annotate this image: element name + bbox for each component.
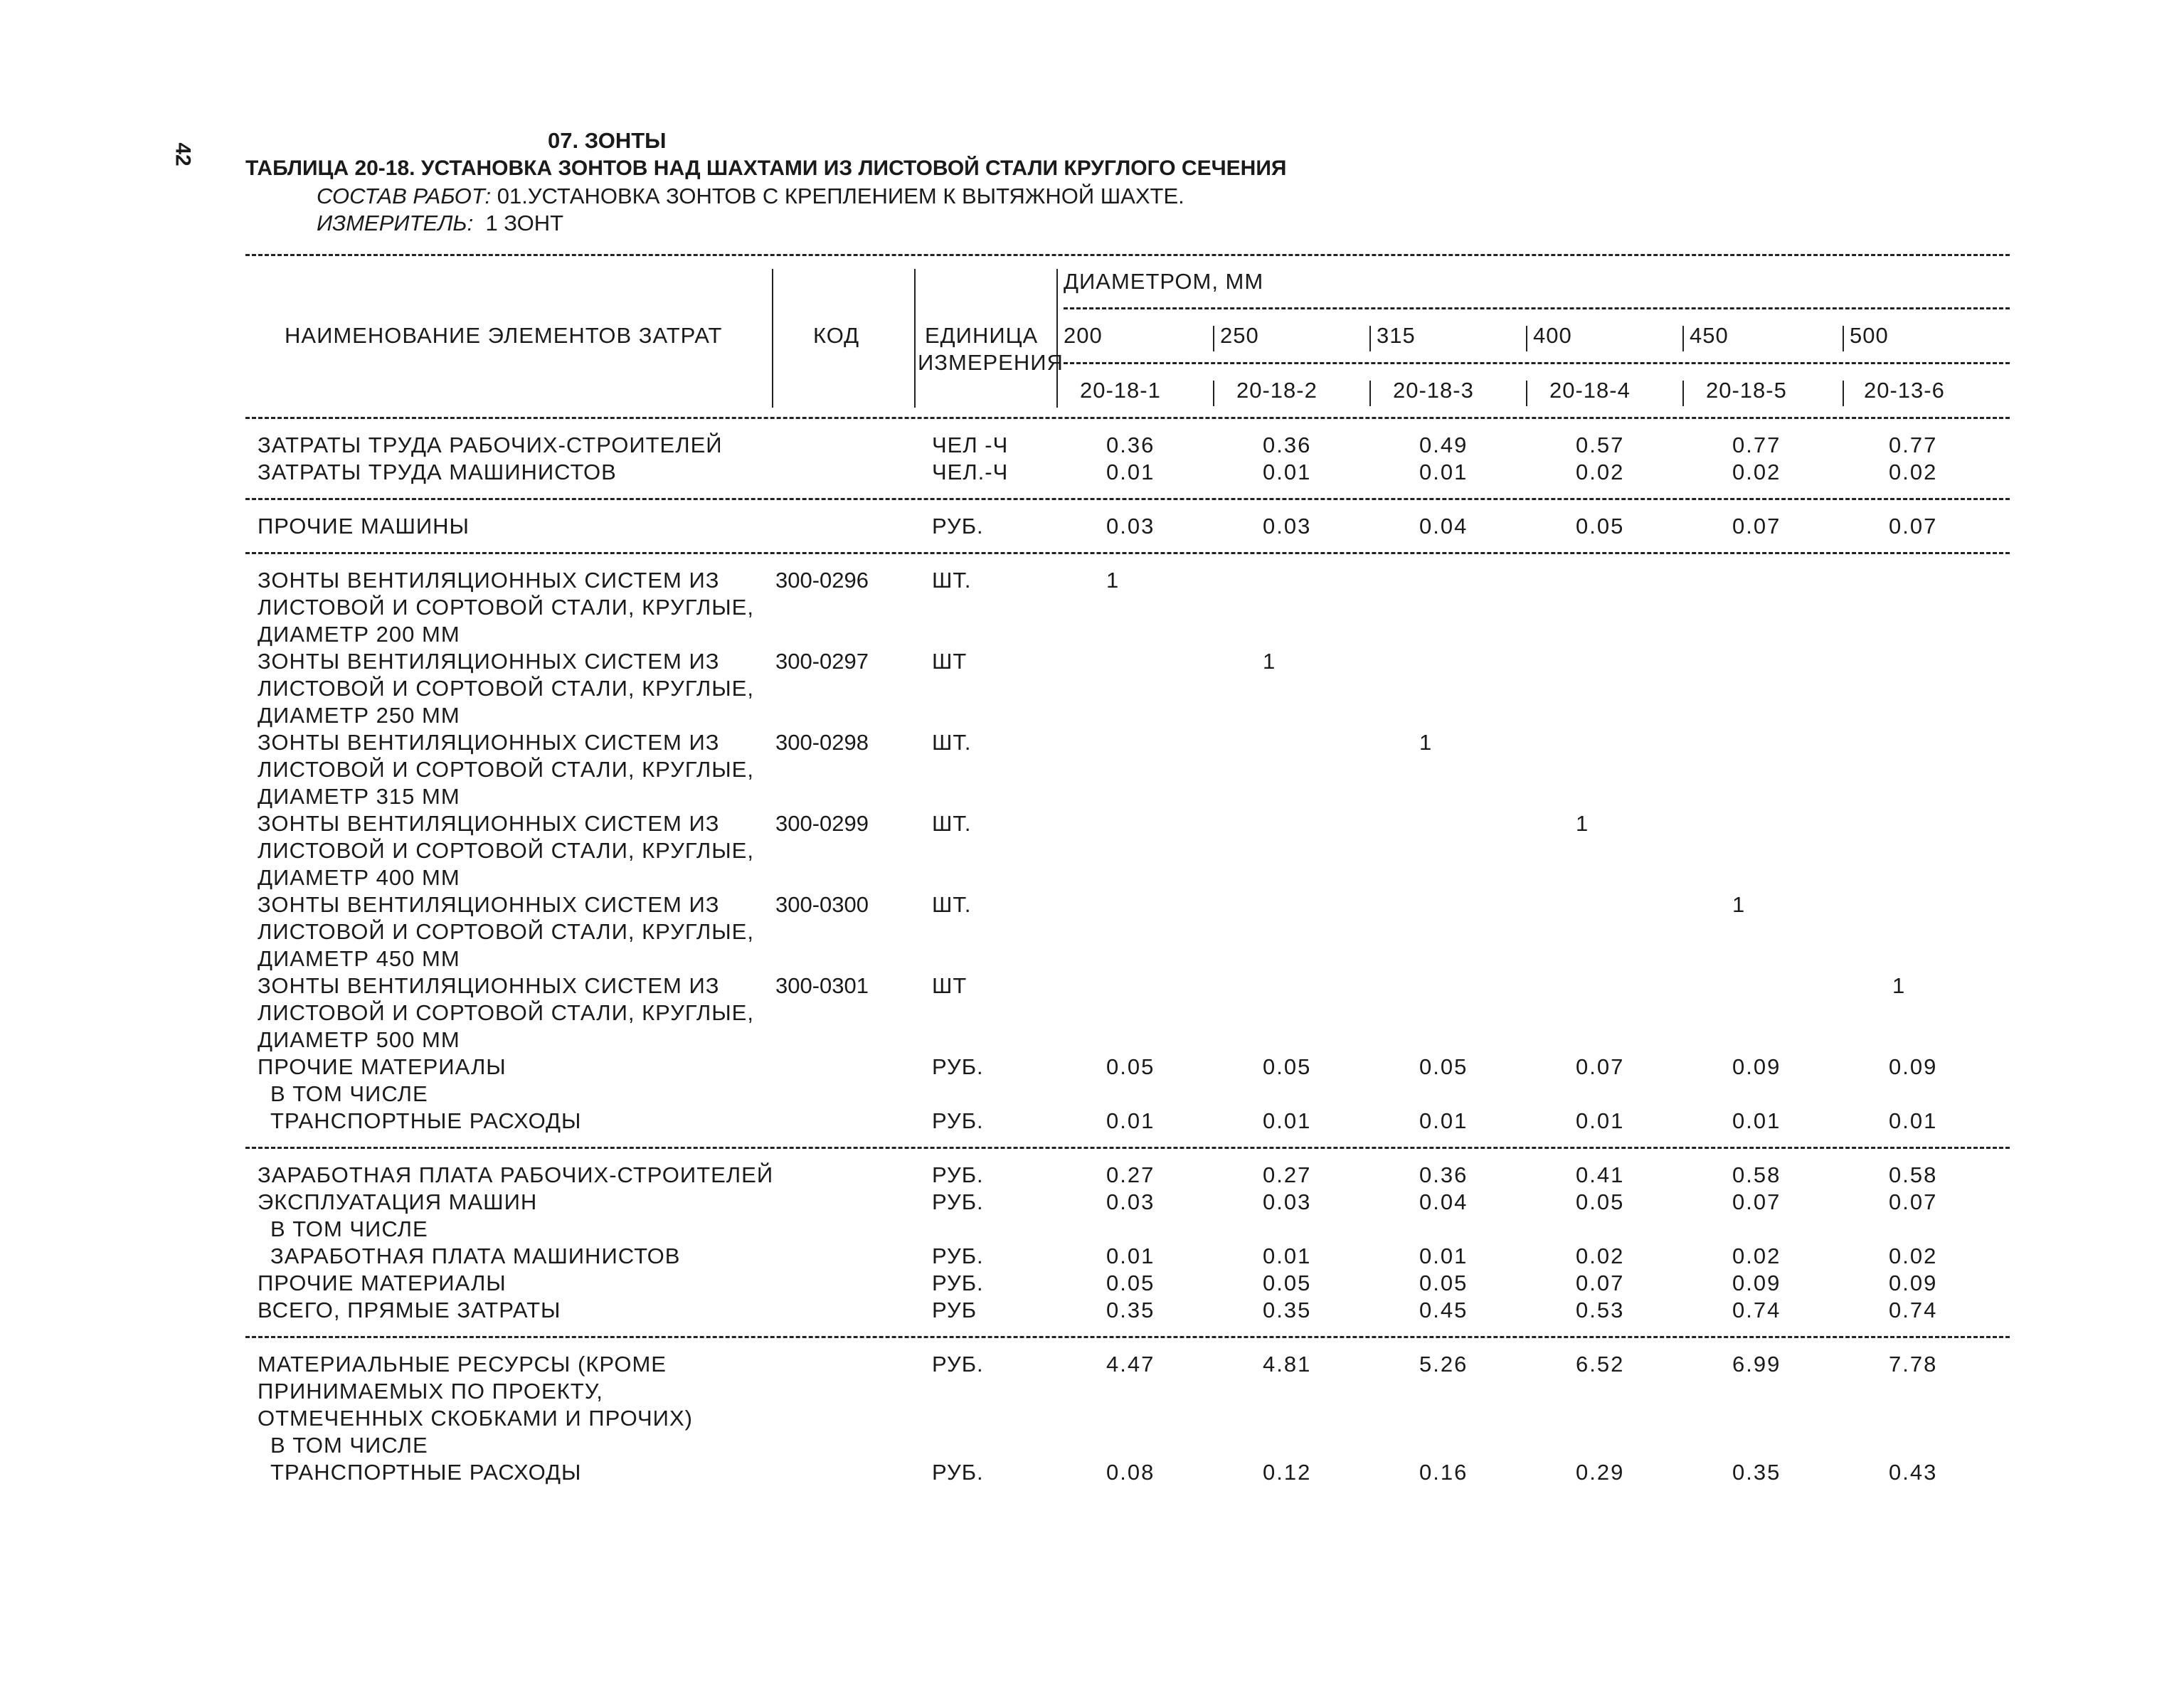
summary-other-materials-name: ПРОЧИЕ МАТЕРИАЛЫ (258, 1271, 507, 1295)
work-text: 01.УСТАНОВКА ЗОНТОВ С КРЕПЛЕНИЕМ К ВЫТЯЖНОЙ ШАХТЕ. (497, 184, 1184, 208)
summary-other-materials-v5: 0.09 (1732, 1271, 1781, 1295)
machines-name: ПРОЧИЕ МАШИНЫ (258, 514, 470, 539)
wage-v1: 0.27 (1106, 1162, 1155, 1187)
wage-v3: 0.36 (1419, 1162, 1468, 1187)
exploit-name: ЭКСПЛУАТАЦИЯ МАШИН (258, 1189, 538, 1214)
head-name: НАИМЕНОВАНИЕ ЭЛЕМЕНТОВ ЗАТРАТ (285, 323, 723, 348)
resources-transport-name: ТРАНСПОРТНЫЕ РАСХОДЫ (270, 1460, 582, 1485)
labor-workers-v6: 0.77 (1889, 433, 1938, 457)
wage-name: ЗАРАБОТНАЯ ПЛАТА РАБОЧИХ-СТРОИТЕЛЕЙ (258, 1162, 774, 1187)
wage-v5: 0.58 (1732, 1162, 1781, 1187)
code-sep-3 (1526, 381, 1527, 406)
material-line-2: ЛИСТОВОЙ И СОРТОВОЙ СТАЛИ, КРУГЛЫЕ, (258, 919, 754, 944)
summary-including-label: В ТОМ ЧИСЛЕ (270, 1216, 428, 1241)
other-materials-v4: 0.07 (1576, 1054, 1625, 1079)
code-20-18-4: 20-18-4 (1549, 378, 1631, 403)
summary-other-materials-v6: 0.09 (1889, 1271, 1938, 1295)
material-line-3: ДИАМЕТР 200 ММ (258, 622, 460, 647)
material-line-3: ДИАМЕТР 400 ММ (258, 865, 460, 890)
transport-unit: РУБ. (932, 1108, 984, 1133)
resources-including-label: В ТОМ ЧИСЛЕ (270, 1433, 428, 1458)
material-line-3: ДИАМЕТР 315 ММ (258, 784, 460, 809)
resources-line-3: ОТМЕЧЕННЫХ СКОБКАМИ И ПРОЧИХ) (258, 1406, 693, 1431)
labor-machinists-name: ЗАТРАТЫ ТРУДА МАШИНИСТОВ (258, 460, 617, 484)
col-sep-code (914, 269, 916, 408)
code-sep-1 (1213, 381, 1214, 406)
material-line-1: ЗОНТЫ ВЕНТИЛЯЦИОННЫХ СИСТЕМ ИЗ (258, 811, 720, 836)
labor-machinists-v4: 0.02 (1576, 460, 1625, 484)
table-title: ТАБЛИЦА 20-18. УСТАНОВКА ЗОНТОВ НАД ШАХТАМИ ИЗ ЛИСТОВОЙ СТАЛИ КРУГЛОГО СЕЧЕНИЯ (245, 157, 1287, 180)
transport-v5: 0.01 (1732, 1108, 1781, 1133)
machines-v3: 0.04 (1419, 514, 1468, 539)
machinist-wage-unit: РУБ. (932, 1243, 984, 1268)
rule-top (245, 254, 2010, 256)
resources-transport-v5: 0.35 (1732, 1460, 1781, 1485)
machines-v1: 0.03 (1106, 514, 1155, 539)
other-materials-v5: 0.09 (1732, 1054, 1781, 1079)
section-title: 07. ЗОНТЫ (548, 128, 667, 153)
machinist-wage-v5: 0.02 (1732, 1243, 1781, 1268)
including-label: В ТОМ ЧИСЛЕ (270, 1081, 428, 1106)
head-code: КОД (813, 323, 860, 348)
wage-v6: 0.58 (1889, 1162, 1938, 1187)
resources-v1: 4.47 (1106, 1352, 1155, 1377)
code-sep-4 (1682, 381, 1684, 406)
labor-machinists-v1: 0.01 (1106, 460, 1155, 484)
summary-other-materials-unit: РУБ. (932, 1271, 984, 1295)
total-v3: 0.45 (1419, 1298, 1468, 1322)
code-sep-5 (1843, 381, 1844, 406)
meter-line (317, 211, 563, 236)
col-sep-unit (1056, 269, 1058, 408)
resources-line-1: МАТЕРИАЛЬНЫЕ РЕСУРСЫ (КРОМЕ (258, 1352, 667, 1377)
material-line-1: ЗОНТЫ ВЕНТИЛЯЦИОННЫХ СИСТЕМ ИЗ (258, 649, 720, 674)
material-line-2: ЛИСТОВОЙ И СОРТОВОЙ СТАЛИ, КРУГЛЫЕ, (258, 1000, 754, 1025)
material-unit: ШТ. (932, 892, 972, 917)
code-20-18-5: 20-18-5 (1706, 378, 1787, 403)
machinist-wage-name: ЗАРАБОТНАЯ ПЛАТА МАШИНИСТОВ (270, 1243, 681, 1268)
material-line-3: ДИАМЕТР 450 ММ (258, 946, 460, 971)
material-line-3: ДИАМЕТР 500 ММ (258, 1027, 460, 1052)
page-number: 42 (171, 142, 195, 166)
transport-v3: 0.01 (1419, 1108, 1468, 1133)
material-value: 1 (1576, 811, 1590, 836)
material-line-1: ЗОНТЫ ВЕНТИЛЯЦИОННЫХ СИСТЕМ ИЗ (258, 892, 720, 917)
labor-machinists-v6: 0.02 (1889, 460, 1938, 484)
machinist-wage-v2: 0.01 (1263, 1243, 1312, 1268)
work-line (317, 184, 1184, 209)
diameter-450: 450 (1690, 323, 1729, 348)
total-v2: 0.35 (1263, 1298, 1312, 1322)
labor-workers-unit: ЧЕЛ -Ч (932, 433, 1009, 457)
code-20-18-6: 20-13-6 (1864, 378, 1945, 403)
transport-v2: 0.01 (1263, 1108, 1312, 1133)
resources-transport-v2: 0.12 (1263, 1460, 1312, 1485)
diameter-200: 200 (1064, 323, 1103, 348)
head-unit-1: ЕДИНИЦА (925, 323, 1039, 348)
material-line-2: ЛИСТОВОЙ И СОРТОВОЙ СТАЛИ, КРУГЛЫЕ, (258, 757, 754, 782)
material-code: 300-0298 (775, 730, 869, 755)
diameter-500: 500 (1850, 323, 1889, 348)
resources-transport-v4: 0.29 (1576, 1460, 1625, 1485)
other-materials-v1: 0.05 (1106, 1054, 1155, 1079)
exploit-v5: 0.07 (1732, 1189, 1781, 1214)
code-20-18-2: 20-18-2 (1236, 378, 1318, 403)
machines-v4: 0.05 (1576, 514, 1625, 539)
labor-machinists-unit: ЧЕЛ.-Ч (932, 460, 1009, 484)
rule-diam (1064, 307, 2010, 309)
resources-unit: РУБ. (932, 1352, 984, 1377)
resources-transport-v3: 0.16 (1419, 1460, 1468, 1485)
summary-other-materials-v4: 0.07 (1576, 1271, 1625, 1295)
rule-after-summary (245, 1336, 2010, 1338)
total-v5: 0.74 (1732, 1298, 1781, 1322)
total-name: ВСЕГО, ПРЯМЫЕ ЗАТРАТЫ (258, 1298, 561, 1322)
material-unit: ШТ (932, 973, 968, 998)
summary-other-materials-v3: 0.05 (1419, 1271, 1468, 1295)
exploit-v3: 0.04 (1419, 1189, 1468, 1214)
resources-v3: 5.26 (1419, 1352, 1468, 1377)
diameter-400: 400 (1533, 323, 1572, 348)
material-value: 1 (1263, 649, 1277, 674)
diameter-250: 250 (1220, 323, 1259, 348)
material-line-2: ЛИСТОВОЙ И СОРТОВОЙ СТАЛИ, КРУГЛЫЕ, (258, 838, 754, 863)
material-line-1: ЗОНТЫ ВЕНТИЛЯЦИОННЫХ СИСТЕМ ИЗ (258, 730, 720, 755)
transport-v1: 0.01 (1106, 1108, 1155, 1133)
labor-workers-v5: 0.77 (1732, 433, 1781, 457)
wage-v4: 0.41 (1576, 1162, 1625, 1187)
other-materials-v2: 0.05 (1263, 1054, 1312, 1079)
code-20-18-3: 20-18-3 (1393, 378, 1474, 403)
rule-codes (1064, 362, 2010, 364)
machines-v5: 0.07 (1732, 514, 1781, 539)
transport-v6: 0.01 (1889, 1108, 1938, 1133)
material-unit: ШТ (932, 649, 968, 674)
rule-after-machines (245, 552, 2010, 554)
resources-v2: 4.81 (1263, 1352, 1312, 1377)
machines-v2: 0.03 (1263, 514, 1312, 539)
total-v6: 0.74 (1889, 1298, 1938, 1322)
summary-other-materials-v1: 0.05 (1106, 1271, 1155, 1295)
code-sep-2 (1369, 381, 1371, 406)
other-materials-name: ПРОЧИЕ МАТЕРИАЛЫ (258, 1054, 507, 1079)
material-line-2: ЛИСТОВОЙ И СОРТОВОЙ СТАЛИ, КРУГЛЫЕ, (258, 595, 754, 620)
exploit-v4: 0.05 (1576, 1189, 1625, 1214)
material-line-3: ДИАМЕТР 250 ММ (258, 703, 460, 728)
resources-line-2: ПРИНИМАЕМЫХ ПО ПРОЕКТУ, (258, 1379, 603, 1404)
summary-other-materials-v2: 0.05 (1263, 1271, 1312, 1295)
material-code: 300-0296 (775, 568, 869, 593)
diam-sep-4 (1682, 326, 1684, 351)
resources-transport-v1: 0.08 (1106, 1460, 1155, 1485)
transport-v4: 0.01 (1576, 1108, 1625, 1133)
labor-workers-v4: 0.57 (1576, 433, 1625, 457)
labor-workers-name: ЗАТРАТЫ ТРУДА РАБОЧИХ-СТРОИТЕЛЕЙ (258, 433, 723, 457)
machines-unit: РУБ. (932, 514, 984, 539)
diam-sep-3 (1526, 326, 1527, 351)
material-value: 1 (1106, 568, 1120, 593)
material-line-2: ЛИСТОВОЙ И СОРТОВОЙ СТАЛИ, КРУГЛЫЕ, (258, 676, 754, 701)
labor-machinists-v2: 0.01 (1263, 460, 1312, 484)
head-diameter: ДИАМЕТРОМ, ММ (1064, 269, 1264, 294)
machines-v6: 0.07 (1889, 514, 1938, 539)
rule-head-bottom (245, 417, 2010, 419)
total-v1: 0.35 (1106, 1298, 1155, 1322)
transport-name: ТРАНСПОРТНЫЕ РАСХОДЫ (270, 1108, 582, 1133)
material-line-1: ЗОНТЫ ВЕНТИЛЯЦИОННЫХ СИСТЕМ ИЗ (258, 973, 720, 998)
labor-workers-v1: 0.36 (1106, 433, 1155, 457)
material-line-1: ЗОНТЫ ВЕНТИЛЯЦИОННЫХ СИСТЕМ ИЗ (258, 568, 720, 593)
labor-machinists-v5: 0.02 (1732, 460, 1781, 484)
other-materials-v6: 0.09 (1889, 1054, 1938, 1079)
rule-after-labor (245, 498, 2010, 500)
exploit-v1: 0.03 (1106, 1189, 1155, 1214)
labor-workers-v2: 0.36 (1263, 433, 1312, 457)
labor-workers-v3: 0.49 (1419, 433, 1468, 457)
wage-unit: РУБ. (932, 1162, 984, 1187)
diam-sep-2 (1369, 326, 1371, 351)
material-value: 1 (1419, 730, 1433, 755)
col-sep-name (772, 269, 773, 408)
material-code: 300-0297 (775, 649, 869, 674)
diameter-315: 315 (1377, 323, 1416, 348)
resources-transport-unit: РУБ. (932, 1460, 984, 1485)
diam-sep-1 (1213, 326, 1214, 351)
machinist-wage-v6: 0.02 (1889, 1243, 1938, 1268)
exploit-v6: 0.07 (1889, 1189, 1938, 1214)
work-label: СОСТАВ РАБОТ: (317, 184, 492, 208)
resources-transport-v6: 0.43 (1889, 1460, 1938, 1485)
wage-v2: 0.27 (1263, 1162, 1312, 1187)
material-code: 300-0301 (775, 973, 869, 998)
material-code: 300-0300 (775, 892, 869, 917)
machinist-wage-v4: 0.02 (1576, 1243, 1625, 1268)
other-materials-v3: 0.05 (1419, 1054, 1468, 1079)
machinist-wage-v3: 0.01 (1419, 1243, 1468, 1268)
machinist-wage-v1: 0.01 (1106, 1243, 1155, 1268)
material-unit: ШТ. (932, 568, 972, 593)
code-20-18-1: 20-18-1 (1080, 378, 1161, 403)
total-unit: РУБ (932, 1298, 977, 1322)
labor-machinists-v3: 0.01 (1419, 460, 1468, 484)
material-unit: ШТ. (932, 811, 972, 836)
head-unit-2: ИЗМЕРЕНИЯ (918, 350, 1064, 375)
total-v4: 0.53 (1576, 1298, 1625, 1322)
material-unit: ШТ. (932, 730, 972, 755)
resources-v4: 6.52 (1576, 1352, 1625, 1377)
material-value: 1 (1892, 973, 1907, 998)
resources-v5: 6.99 (1732, 1352, 1781, 1377)
rule-after-materials (245, 1147, 2010, 1149)
diam-sep-5 (1843, 326, 1844, 351)
material-value: 1 (1732, 892, 1746, 917)
exploit-v2: 0.03 (1263, 1189, 1312, 1214)
meter-text: 1 ЗОНТ (485, 211, 564, 235)
meter-label: ИЗМЕРИТЕЛЬ: (317, 211, 474, 235)
resources-v6: 7.78 (1889, 1352, 1938, 1377)
other-materials-unit: РУБ. (932, 1054, 984, 1079)
exploit-unit: РУБ. (932, 1189, 984, 1214)
material-code: 300-0299 (775, 811, 869, 836)
